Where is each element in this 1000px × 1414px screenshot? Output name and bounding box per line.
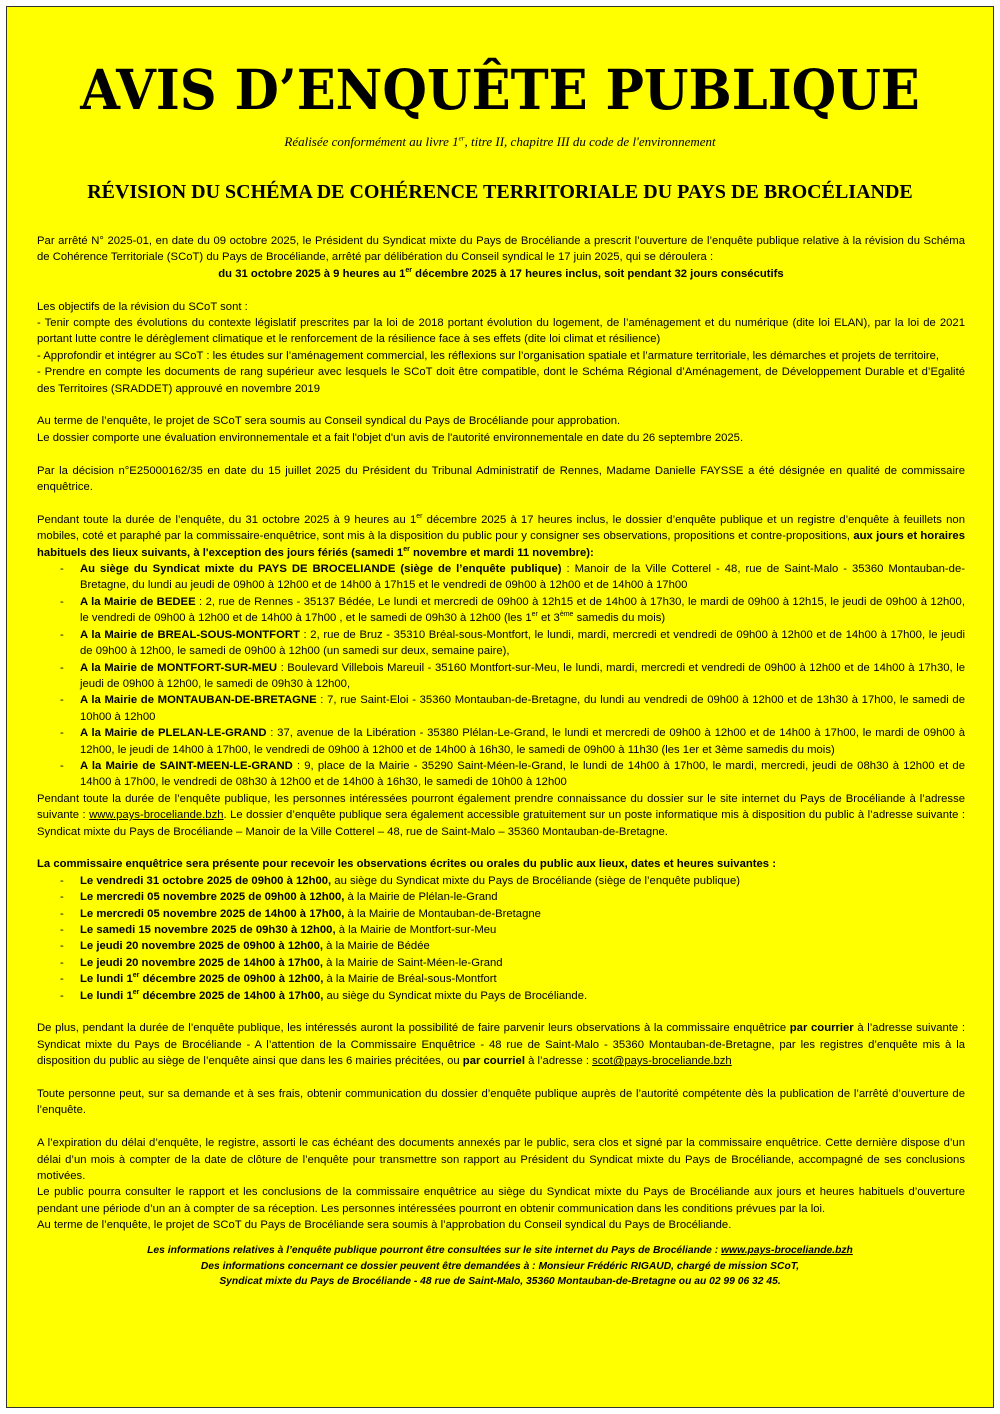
permanence-item bbox=[80, 955, 965, 971]
location-sup: er bbox=[531, 611, 538, 619]
dates-sup: er bbox=[405, 267, 413, 275]
permanence-sup: er bbox=[132, 972, 140, 980]
footer-line bbox=[7, 1243, 993, 1259]
location-detail: : Manoir de la Ville Cotterel - 48, rue de Saint-Malo - 35360 Montauban-de-Bretagne, du lundi au jeudi de 09h00 à 12h00 et de 14h00 à 17h15 et le vendredi de 09h00 à 12h00 et de 14h00 à 17h00 bbox=[80, 563, 965, 592]
report-paragraph: Le public pourra consulter le rapport et les conclusions de la commissaire enquêtrice au siège du Syndicat mixte du Pays de Brocéliande aux jours et heures habituels d’ouverture pendant une période d’un an à compter de sa réception. Les personnes intéressées pourront en obtenir communication dans les conditions prévues par la loi. bbox=[37, 1186, 965, 1215]
location-name: A la Mairie de BEDEE bbox=[80, 595, 196, 608]
communication-paragraph: Toute personne peut, sur sa demande et à ses frais, obtenir communication du dossier d’enquête publique auprès de l’autorité compétente dès la publication de l’arrêté d’ouverture de l’enquête. bbox=[37, 1088, 965, 1117]
dates-text-end: décembre 2025 à 17 heures inclus, soit pendant 32 jours consécutifs bbox=[412, 267, 784, 280]
footer-website-link[interactable]: www.pays-broceliande.bzh bbox=[721, 1245, 853, 1256]
permanence-item bbox=[80, 873, 965, 889]
notice-body bbox=[37, 233, 965, 1234]
permanence-place: au siège du Syndicat mixte du Pays de Brocéliande (siège de l’enquête publique) bbox=[331, 874, 741, 887]
project-heading: RÉVISION DU SCHÉMA DE COHÉRENCE TERRITORIALE DU PAYS DE BROCÉLIANDE bbox=[87, 181, 913, 203]
footer-line: Syndicat mixte du Pays de Brocéliande - 48 rue de Saint-Malo, 35360 Montauban-de-Bretagne ou au 02 99 06 32 45. bbox=[219, 1276, 781, 1288]
location-name: A la Mairie de PLELAN-LE-GRAND bbox=[80, 727, 267, 740]
permanence-item bbox=[80, 971, 965, 987]
mail-paragraph bbox=[37, 1020, 965, 1069]
location-name: A la Mairie de BREAL-SOUS-MONTFORT bbox=[80, 628, 300, 641]
permanence-date: décembre 2025 de 14h00 à 17h00, bbox=[139, 989, 324, 1002]
duration-text: Pendant toute la durée de l’enquête, du 31 octobre 2025 à 9 heures au 1 bbox=[37, 513, 417, 526]
location-detail: : 2, rue de Bruz - 35310 Bréal-sous-Montfort, le lundi, mardi, mercredi et vendredi de 09h00 à 12h00 et de 14h00 à 17h00, le jeudi de 09h00 à 12h00, le samedi de 09h00 à 12h00 (un samedi sur deux, semaine paire), bbox=[80, 628, 965, 658]
permanence-item bbox=[80, 889, 965, 905]
location-detail: : 37, avenue de la Libération - 35380 Plélan-Le-Grand, le lundi et mercredi de 09h00 à 12h00 et de 14h00 à 17h00, le mardi de 09h00 à 12h00, le jeudi de 14h00 à 17h00, le vendredi de 09h00 à 12h00 et de 14h00 à 16h30, le samedi de 09h00 à 11h30 (les 1er et 3ème samedis du mois) bbox=[80, 727, 965, 756]
permanence-place: au siège du Syndicat mixte du Pays de Brocéliande. bbox=[323, 989, 588, 1002]
permanence-date: Le lundi 1 bbox=[80, 973, 133, 986]
objective-item: - Prendre en compte les documents de rang supérieur avec lesquels le SCoT doit être compatible, dont le Schéma Régional d’Aménagement, de Développement Durable et d’Egalité des Territoires (SRADDET) approuvé en novembre 2019 bbox=[37, 366, 965, 395]
permanence-date: Le samedi 15 novembre 2025 de 09h30 à 12h00, bbox=[80, 923, 336, 936]
location-item bbox=[80, 594, 965, 627]
subtitle-text-end: , titre II, chapitre III du code de l'environnement bbox=[464, 134, 716, 149]
permanence-place: à la Mairie de Montfort-sur-Meu bbox=[335, 923, 497, 936]
permanence-item bbox=[80, 922, 965, 938]
commissioner-paragraph: Par la décision n°E25000162/35 en date du 15 juillet 2025 du Président du Tribunal Administratif de Rennes, Madame Danielle FAYSSE a été désignée en qualité de commissaire enquêtrice. bbox=[37, 464, 965, 494]
duration-text: décembre 2025 à 17 heures inclus, le dossier d’enquête publique et un registre d’enquête à feuillets non mobiles, coté et paraphé par la commissaire-enquêtrice, sont mis à la disposition du public pour y consigner ses observations, propositions et contre-propositions, bbox=[37, 513, 965, 543]
location-item bbox=[80, 758, 965, 791]
permanence-date: Le jeudi 20 novembre 2025 de 09h00 à 12h00, bbox=[80, 940, 324, 953]
location-detail: : 9, place de la Mairie - 35290 Saint-Méen-le-Grand, le lundi de 14h00 à 17h00, le mardi, mercredi, jeudi de 08h30 à 12h00 et de 14h00 à 17h00, le vendredi de 08h30 à 12h00 et de 14h00 à 16h30, le samedi de 10h00 à 12h00 bbox=[80, 759, 965, 789]
location-detail: : 2, rue de Rennes - 35137 Bédée, Le lundi et mercredi de 09h00 à 12h15 et de 14h00 à 17h30, le mardi de 09h00 à 12h15, le jeudi de 09h00 à 12h00, le vendredi de 09h00 à 12h00 et de 14h00 à 17h00 , et le samedi de 09h30 à 12h00 (les 1 bbox=[80, 595, 965, 625]
dates-text: du 31 octobre 2025 à 9 heures au 1 bbox=[218, 267, 406, 280]
permanence-sup: er bbox=[132, 988, 140, 996]
duration-bold: novembre et mardi 11 novembre): bbox=[409, 546, 594, 559]
duration-paragraph bbox=[37, 512, 965, 561]
permanences-list bbox=[37, 873, 965, 1004]
mail-text: à l’adresse suivante : Syndicat mixte du Pays de Brocéliande - A l’attention de la Commissaire Enquêtrice - 48 rue de Saint-Malo - 35360 Montauban-de-Bretagne, par les registres d’enquête mis à la disposition du public au siège de l’enquête ainsi que dans les 6 mairies précitées, ou bbox=[37, 1022, 965, 1068]
location-item bbox=[80, 692, 965, 725]
permanence-place: à la Mairie de Montauban-de-Bretagne bbox=[344, 907, 541, 920]
location-name: A la Mairie de MONTAUBAN-DE-BRETAGNE bbox=[80, 694, 317, 707]
permanences-intro: La commissaire enquêtrice sera présente pour recevoir les observations écrites ou orales du public aux lieux, dates et heures suivantes : bbox=[37, 858, 776, 871]
website-link[interactable]: www.pays-broceliande.bzh bbox=[89, 809, 224, 822]
objectives-intro: Les objectifs de la révision du SCoT sont : bbox=[37, 300, 248, 313]
footer-text: Les informations relatives à l’enquête publique pourront être consultées sur le site internet du Pays de Brocéliande : bbox=[147, 1245, 722, 1256]
mail-bold: par courriel bbox=[462, 1055, 525, 1068]
location-item bbox=[80, 660, 965, 693]
location-item bbox=[80, 561, 965, 594]
objective-item: - Tenir compte des évolutions du contexte législatif prescrites par la loi de 2018 portant évolution du logement, de l’aménagement et du numérique (dite loi ELAN), par la loi de 2021 portant lutte contre le dérèglement climatique et le renforcement de la résilience face à ses effets (dite loi climat et résilience) bbox=[37, 317, 965, 346]
duration-sup: er bbox=[416, 513, 423, 521]
contact-footer bbox=[7, 1243, 993, 1290]
mail-text: De plus, pendant la durée de l’enquête publique, les intéressés auront la possibilité de faire parvenir leurs observations à la commissaire enquêtrice bbox=[37, 1022, 790, 1035]
permanence-date: Le lundi 1 bbox=[80, 989, 133, 1002]
duration-bold: aux jours et horaires habituels des lieux suivants, à l'exception des jours fériés (samedi 1 bbox=[37, 530, 965, 559]
approval-paragraph: Au terme de l’enquête, le projet de SCoT sera soumis au Conseil syndical du Pays de Brocéliande pour approbation. bbox=[37, 415, 621, 428]
permanence-place: à la Mairie de Plélan-le-Grand bbox=[344, 891, 498, 904]
subtitle-text: Réalisée conformément au livre 1 bbox=[284, 134, 459, 149]
location-name: A la Mairie de MONTFORT-SUR-MEU bbox=[80, 661, 278, 674]
permanence-date: Le mercredi 05 novembre 2025 de 14h00 à 17h00, bbox=[80, 907, 345, 920]
location-detail: : 7, rue Saint-Eloi - 35360 Montauban-de-Bretagne, du lundi au vendredi de 09h00 à 12h00 et de 13h30 à 17h00, le samedi de 10h00 à 12h00 bbox=[80, 694, 965, 723]
mail-bold: par courrier bbox=[789, 1022, 854, 1035]
footer-line: Des informations concernant ce dossier peuvent être demandées à : Monsieur Frédéric RIGAUD, chargé de mission SCoT, bbox=[200, 1260, 800, 1272]
permanence-date: Le vendredi 31 octobre 2025 de 09h00 à 12h00, bbox=[80, 874, 332, 887]
intro-paragraph: Par arrêté N° 2025-01, en date du 09 octobre 2025, le Président du Syndicat mixte du Pays de Brocéliande a prescrit l’ouverture de l’enquête publique relative à la révision du Schéma de Cohérence Territoriale (SCoT) du Pays de Brocéliande, arrêté par délibération du Conseil syndical le 17 juin 2025, qui se déroulera : bbox=[37, 235, 965, 264]
internet-text: Pendant toute la durée de l’enquête publique, les personnes intéressées pourront également prendre connaissance du dossier sur le site internet du Pays de Brocéliande à l’adresse suivante : bbox=[37, 792, 965, 822]
closing-paragraph: A l’expiration du délai d’enquête, le registre, assorti le cas échéant des documents annexés par le public, sera clos et signé par la commissaire enquêtrice. Cette dernière dispose d’un délai d’un mois à compter de la date de clôture de l’enquête pour transmettre son rapport au Président du Syndicat mixte du Pays de Brocéliande, accompagné de ses conclusions motivées. bbox=[37, 1137, 965, 1183]
legal-basis-subtitle bbox=[7, 134, 993, 150]
permanence-place: à la Mairie de Bédée bbox=[323, 940, 430, 953]
environmental-paragraph: Le dossier comporte une évaluation environnementale et a fait l'objet d'un avis de l'autorité environnementale en date du 26 septembre 2025. bbox=[37, 431, 744, 444]
duration-sup: er bbox=[403, 545, 410, 553]
subtitle-sup: er bbox=[458, 134, 465, 143]
inquiry-dates bbox=[37, 266, 965, 282]
location-item bbox=[80, 627, 965, 660]
permanence-date: Le mercredi 05 novembre 2025 de 09h00 à 12h00, bbox=[80, 891, 345, 904]
permanence-date: décembre 2025 de 09h00 à 12h00, bbox=[139, 973, 324, 986]
permanence-place: à la Mairie de Saint-Méen-le-Grand bbox=[323, 956, 503, 969]
location-sup: ème bbox=[559, 611, 574, 619]
location-item bbox=[80, 725, 965, 758]
notice-poster bbox=[6, 6, 994, 1408]
location-name: Au siège du Syndicat mixte du PAYS DE BROCELIANDE (siège de l’enquête publique) bbox=[80, 563, 562, 576]
final-paragraph: Au terme de l’enquête, le projet de SCoT du Pays de Brocéliande sera soumis à l’approbation du Conseil syndical du Pays de Brocéliande. bbox=[37, 1219, 732, 1232]
location-name: A la Mairie de SAINT-MEEN-LE-GRAND bbox=[80, 759, 293, 772]
objective-item: - Approfondir et intégrer au SCoT : les études sur l’aménagement commercial, les réflexions sur l’organisation spatiale et l’armature territoriale, les démarches et projets de territoire, bbox=[37, 349, 940, 362]
permanence-item bbox=[80, 906, 965, 922]
mail-text: à l’adresse : bbox=[524, 1055, 593, 1068]
internet-paragraph bbox=[37, 791, 965, 840]
permanence-place: à la Mairie de Bréal-sous-Montfort bbox=[323, 973, 497, 986]
notice-title: AVIS D’ENQUÊTE PUBLIQUE bbox=[80, 57, 920, 122]
email-link[interactable]: scot@pays-broceliande.bzh bbox=[592, 1055, 732, 1068]
locations-list bbox=[37, 561, 965, 791]
permanence-item bbox=[80, 938, 965, 954]
internet-text: . Le dossier d’enquête publique sera également accessible gratuitement sur un poste informatique mis à disposition du public à l’adresse suivante : Syndicat mixte du Pays de Brocéliande – Manoir de la Ville Cotterel – 48, rue de Saint-Malo – 35360 Montauban-de-Bretagne. bbox=[37, 809, 965, 838]
location-detail: : Boulevard Villebois Mareuil - 35160 Montfort-sur-Meu, le lundi, mardi, mercredi et vendredi de 09h00 à 12h00 et de 14h00 à 17h30, le jeudi de 09h00 à 12h00, le samedi de 09h30 à 12h00, bbox=[80, 661, 965, 690]
location-detail: samedis du mois) bbox=[573, 612, 666, 625]
location-detail: et 3 bbox=[537, 612, 560, 625]
permanence-item bbox=[80, 988, 965, 1004]
permanence-date: Le jeudi 20 novembre 2025 de 14h00 à 17h00, bbox=[80, 956, 324, 969]
